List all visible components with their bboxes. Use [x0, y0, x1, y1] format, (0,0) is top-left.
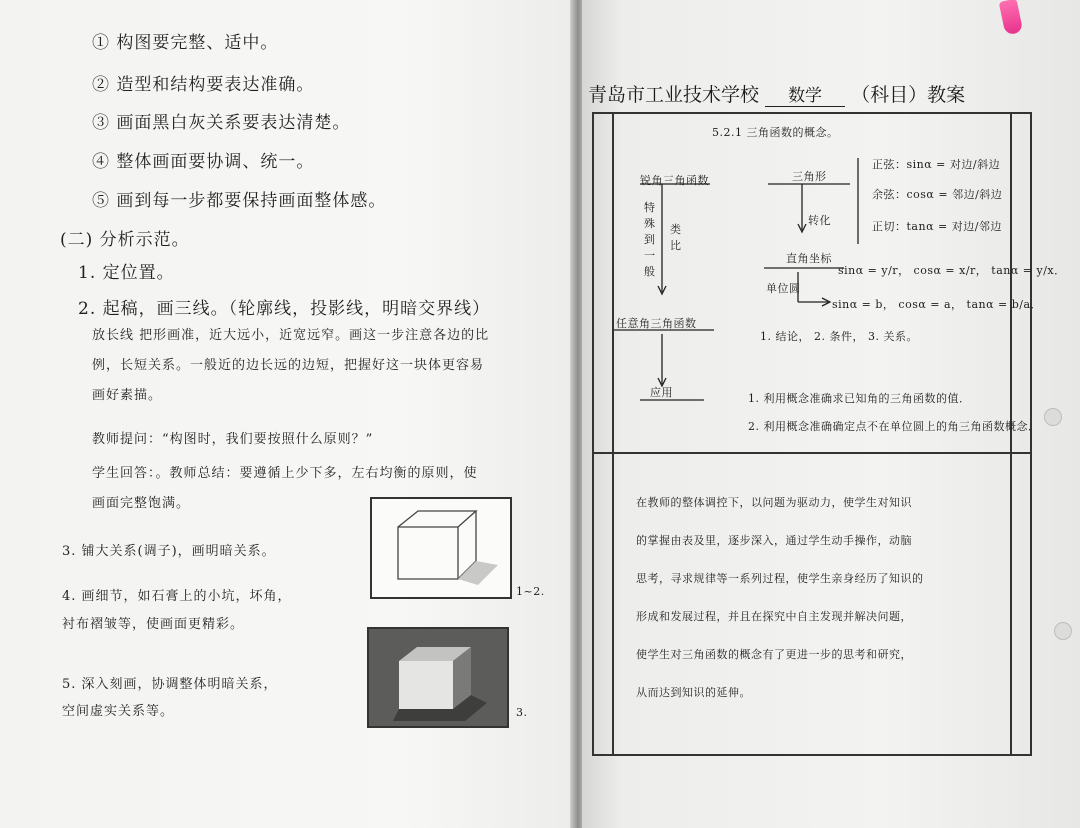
- reflection-line-6: 从而达到知识的延伸。: [636, 686, 751, 699]
- figure-label-2: 3.: [516, 706, 528, 719]
- formula-tangent: 正切：tanα = 对边/邻边: [872, 220, 1002, 233]
- reflection-line-3: 思考，寻求规律等一系列过程，使学生亲身经历了知识的: [636, 572, 924, 585]
- section-title: 5.2.1 三角函数的概念。: [712, 126, 839, 139]
- step-5-cont: 空间虚实关系等。: [62, 704, 175, 719]
- criteria-item-5: ⑤ 画到每一步都要保持画面整体感。: [92, 191, 387, 211]
- node-unit-circle: 单位圆: [766, 282, 801, 295]
- paper-clip: [999, 0, 1024, 35]
- reflection-line-1: 在教师的整体调控下，以问题为驱动力，使学生对知识: [636, 496, 912, 509]
- node-special-general: 特殊到一般: [644, 201, 656, 278]
- lesson-plan-header: [588, 80, 965, 107]
- student-answer-cont: 画面完整饱满。: [92, 496, 191, 511]
- header-suffix: （科目）教案: [851, 84, 966, 106]
- right-page: [582, 0, 1080, 828]
- node-acute: 锐角三角函数: [640, 174, 709, 187]
- binder-hole-1: [1044, 408, 1062, 426]
- node-coordinate: 直角坐标: [786, 252, 832, 265]
- criteria-item-2: ② 造型和结构要表达准确。: [92, 75, 315, 95]
- frame-divider: [592, 452, 1032, 454]
- formula-unit: sinα = b， cosα = a， tanα = b/a．: [832, 298, 1043, 311]
- step-1: 1. 定位置。: [78, 263, 175, 283]
- summary-points: 1. 结论， 2. 条件， 3. 关系。: [760, 330, 918, 343]
- header-subject: 数学: [765, 81, 845, 107]
- cube-sketch-outline: [370, 497, 512, 599]
- reflection-line-5: 使学生对三角函数的概念有了更进一步的思考和研究，: [636, 648, 912, 661]
- step-4: 4. 画细节，如石膏上的小坑，坏角，: [62, 589, 292, 604]
- note-1: 1. 利用概念准确求已知角的三角函数的值．: [748, 392, 971, 405]
- header-school: 青岛市工业技术学校: [588, 84, 760, 106]
- formula-sine: 正弦：sinα = 对边/斜边: [872, 158, 1001, 171]
- formula-coordinate: sinα = y/r， cosα = x/r， tanα = y/x．: [838, 264, 1066, 277]
- node-any-angle: 任意角三角函数: [616, 317, 697, 330]
- reflection-line-2: 的掌握由表及里，逐步深入，通过学生动手操作，动脑: [636, 534, 912, 547]
- step-3: 3. 铺大关系(调子)，画明暗关系。: [62, 544, 276, 559]
- node-analogy: 类比: [670, 223, 682, 252]
- section-heading: (二) 分析示范。: [60, 230, 190, 250]
- frame-bottom: [592, 754, 1032, 756]
- step-2-line-2: 放长线 把形画准，近大远小，近宽远窄。画这一步注意各边的比: [92, 328, 490, 343]
- reflection-line-4: 形成和发展过程，并且在探究中自主发现并解决问题，: [636, 610, 912, 623]
- note-2: 2. 利用概念准确确定点不在单位圆上的角三角函数概念．: [748, 420, 1040, 433]
- student-answer: 学生回答：。教师总结：要遵循上少下多，左右均衡的原则，使: [92, 466, 478, 481]
- step-2-line-3: 例，长短关系。一般近的边长远的边短，把握好这一块体更容易: [92, 358, 485, 373]
- criteria-item-3: ③ 画面黑白灰关系要表达清楚。: [92, 113, 351, 133]
- node-triangle: 三角形: [792, 170, 827, 183]
- cube-sketch-shaded: [367, 627, 509, 728]
- formula-cosine: 余弦：cosα = 邻边/斜边: [872, 188, 1003, 201]
- step-4-cont: 衬布褶皱等，使画面更精彩。: [62, 617, 245, 632]
- binder-hole-2: [1054, 622, 1072, 640]
- arrow-transform: 转化: [808, 214, 831, 227]
- node-application: 应用: [650, 386, 673, 399]
- figure-label-1: 1~2.: [516, 585, 545, 598]
- step-2-line-4: 画好素描。: [92, 388, 163, 403]
- step-5: 5. 深入刻画，协调整体明暗关系，: [62, 677, 278, 692]
- step-2: 2. 起稿，画三线。（轮廓线，投影线，明暗交界线）: [78, 299, 491, 319]
- criteria-item-4: ④ 整体画面要协调、统一。: [92, 152, 315, 172]
- teacher-question: 教师提问：“构图时，我们要按照什么原则？”: [92, 432, 374, 447]
- criteria-item-1: ① 构图要完整、适中。: [92, 33, 279, 53]
